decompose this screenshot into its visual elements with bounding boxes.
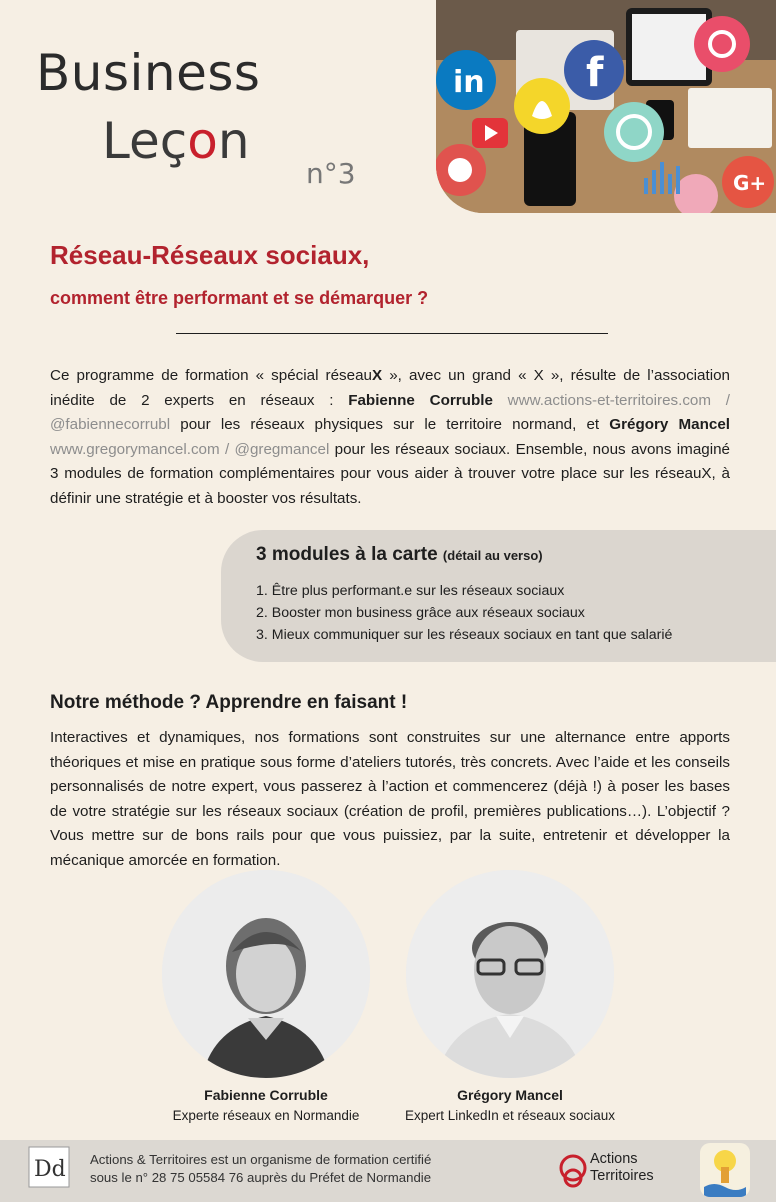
method-paragraph: Interactives et dynamiques, nos formations sont construites sur une alternance entre apports théoriques et mise en pratique sous forme d’ateliers tutorés, très concrets. Avec l’aide et les conseils personnalisés de notre expert, vous passerez à l’action et commencerez (déjà !) à poser les bases de votre stratégie sur les réseaux sociaux (création de profil, premières publications…). L’objectif ? Vous mettre sur de bons rails pour que vous puissiez, par la suite, entretenir et développer la mécanique amorcée en formation. (50, 729, 730, 869)
list-item: 2. Booster mon business grâce aux réseaux sociaux (256, 605, 585, 621)
lighthouse-logo (700, 1143, 750, 1197)
hero-image (436, 0, 776, 213)
method-heading: Notre méthode ? Apprendre en faisant ! (50, 692, 408, 713)
modules-heading: 3 modules à la carte (détail au verso) (256, 544, 543, 565)
issue-number: n°3 (306, 157, 356, 190)
svg-text:Dd: Dd (34, 1157, 66, 1182)
expert2-links[interactable]: www.gregorymancel.com / @gregmancel (50, 440, 330, 458)
logo-lecon: Leçon (102, 112, 250, 170)
svg-text:G+: G+ (733, 171, 767, 195)
logo-business: Business (36, 44, 261, 102)
page-title: Réseau-Réseaux sociaux, (50, 240, 370, 270)
instagram-icon (694, 16, 750, 72)
avatar (162, 870, 370, 1078)
expert-role: Experte réseaux en Normandie (172, 1108, 360, 1123)
actions-territoires-name: Actions Territoires (590, 1151, 654, 1184)
messenger-icon (604, 102, 664, 162)
page-subtitle: comment être performant et se démarquer ? (50, 288, 429, 308)
list-item: 3. Mieux communiquer sur les réseaux sociaux en tant que salarié (256, 627, 673, 643)
intro-paragraph: Ce programme de formation « spécial réseauX », avec un grand « X », résulte de l’association inédite de 2 experts en réseaux : Fabienne Corruble www.actions-et-territoires.com / @fabiennecorrubl pour les réseaux physiques sur le territoire normand, et Grégory Mancel www.gregorymancel.com / @gregmancel pour les réseaux sociaux. Ensemble, nous avons imaginé 3 modules de formation complémentaires pour vous aider à trouver votre place sur les réseauX, à définir une stratégie et à booster vos résultats. (50, 367, 730, 507)
portrait-gregory (406, 870, 614, 1078)
expert-name: Fabienne Corruble (204, 1087, 328, 1103)
portrait-fabienne (162, 870, 370, 1078)
avatar (406, 870, 614, 1078)
social-media-illustration (436, 0, 776, 213)
footer-certification: Actions & Territoires est un organisme de formation certifié sous le n° 28 75 05584 76 auprès du Préfet de Normandie (90, 1152, 432, 1185)
expert1-links[interactable]: www.actions-et-territoires.com / @fabiennecorrubl (50, 391, 730, 433)
modules-list (256, 580, 672, 646)
ampersand-icon (556, 1148, 590, 1192)
datadock-logo (28, 1146, 70, 1194)
expert-role: Expert LinkedIn et réseaux sociaux (404, 1108, 616, 1123)
svg-text:in: in (453, 65, 485, 100)
list-item: 1. Être plus performant.e sur les réseaux sociaux (256, 583, 565, 599)
expert-name: Grégory Mancel (457, 1087, 563, 1103)
svg-text:f: f (586, 50, 604, 96)
divider (176, 333, 608, 334)
